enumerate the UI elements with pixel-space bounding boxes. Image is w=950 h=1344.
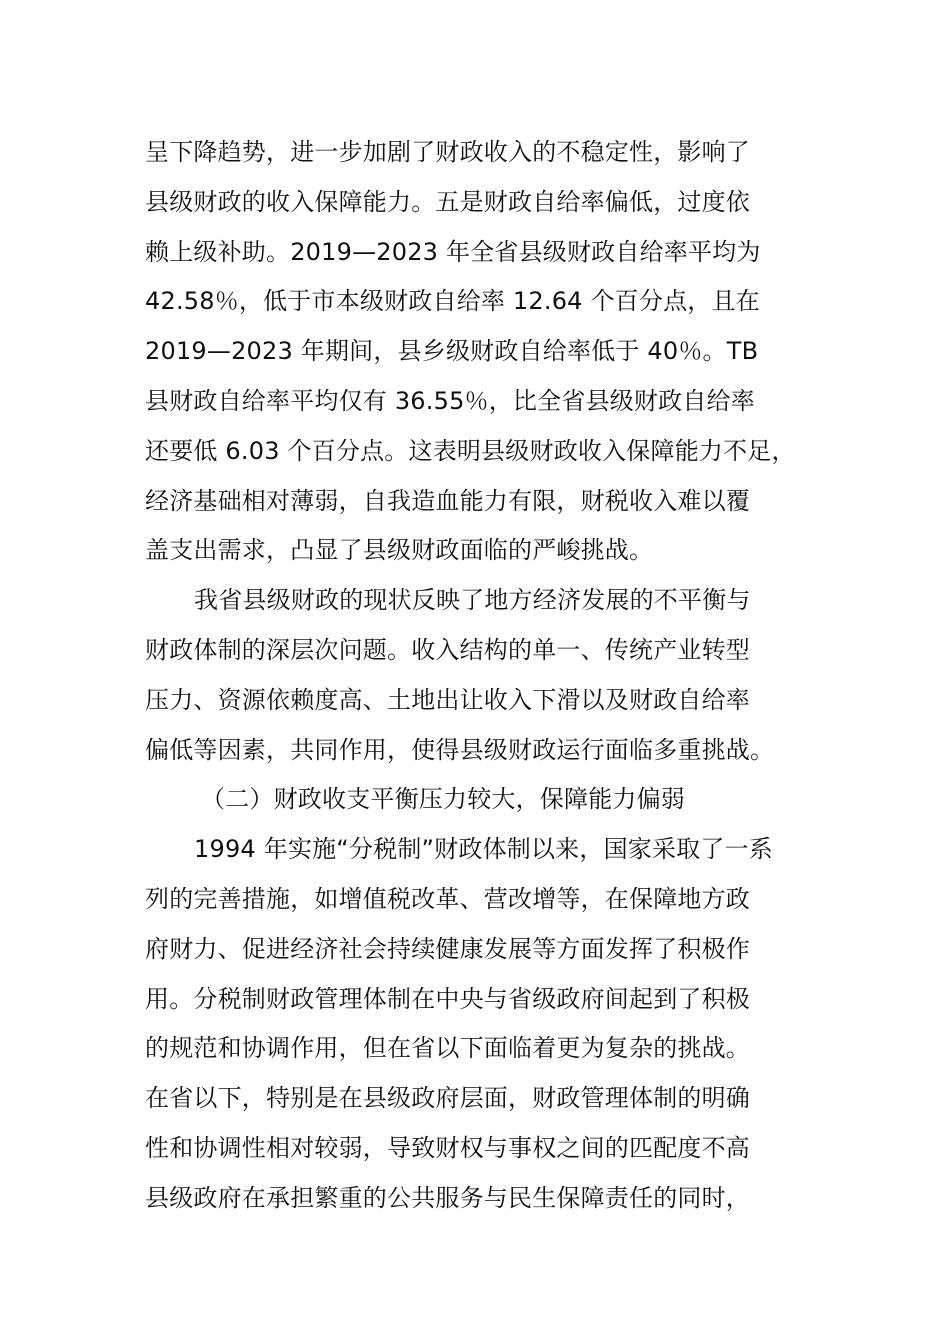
text-line: 偏低等因素，共同作用，使得县级财政运行面临多重挑战。 xyxy=(145,735,775,764)
text-line: 性和协调性相对较弱，导致财权与事权之间的匹配度不高 xyxy=(145,1133,750,1162)
text-line: 压力、资源依赖度高、土地出让收入下滑以及财政自给率 xyxy=(145,685,750,714)
text-line: 的规范和协调作用，但在省以下面临着更为复杂的挑战。 xyxy=(145,1034,750,1063)
section-heading: （二）财政收支平衡压力较大，保障能力偏弱 xyxy=(201,785,685,814)
text-line: 经济基础相对薄弱，自我造血能力有限，财税收入难以覆 xyxy=(145,486,750,515)
body-text xyxy=(145,128,845,1224)
text-line: 42.58％，低于市本级财政自给率 12.64 个百分点，且在 xyxy=(145,287,760,316)
text-line: 财政体制的深层次问题。收入结构的单一、传统产业转型 xyxy=(145,635,750,664)
text-line: 县级财政的收入保障能力。五是财政自给率偏低，过度依 xyxy=(145,187,750,216)
text-line: 还要低 6.03 个百分点。这表明县级财政收入保障能力不足， xyxy=(145,436,796,465)
text-line: 县级政府在承担繁重的公共服务与民生保障责任的同时， xyxy=(145,1183,750,1212)
text-line: 赖上级补助。2019—2023 年全省县级财政自给率平均为 xyxy=(145,237,761,266)
text-line: 列的完善措施，如增值税改革、营改增等，在保障地方政 xyxy=(145,884,750,913)
text-line: 呈下降趋势，进一步加剧了财政收入的不稳定性，影响了 xyxy=(145,138,750,166)
text-line: 府财力、促进经济社会持续健康发展等方面发挥了积极作 xyxy=(145,934,750,963)
text-line: 在省以下，特别是在县级政府层面，财政管理体制的明确 xyxy=(145,1084,750,1113)
text-line: 盖支出需求，凸显了县级财政面临的严峻挑战。 xyxy=(145,536,654,565)
paragraph-start-line: 1994 年实施“分税制”财政体制以来，国家采取了一系 xyxy=(194,835,773,864)
text-line: 用。分税制财政管理体制在中央与省级政府间起到了积极 xyxy=(145,984,750,1013)
paragraph-start-line: 我省县级财政的现状反映了地方经济发展的不平衡与 xyxy=(194,586,751,615)
text-line: 2019—2023 年期间，县乡级财政自给率低于 40％。TB xyxy=(145,337,759,366)
text-line: 县财政自给率平均仅有 36.55％，比全省县级财政自给率 xyxy=(145,386,755,415)
